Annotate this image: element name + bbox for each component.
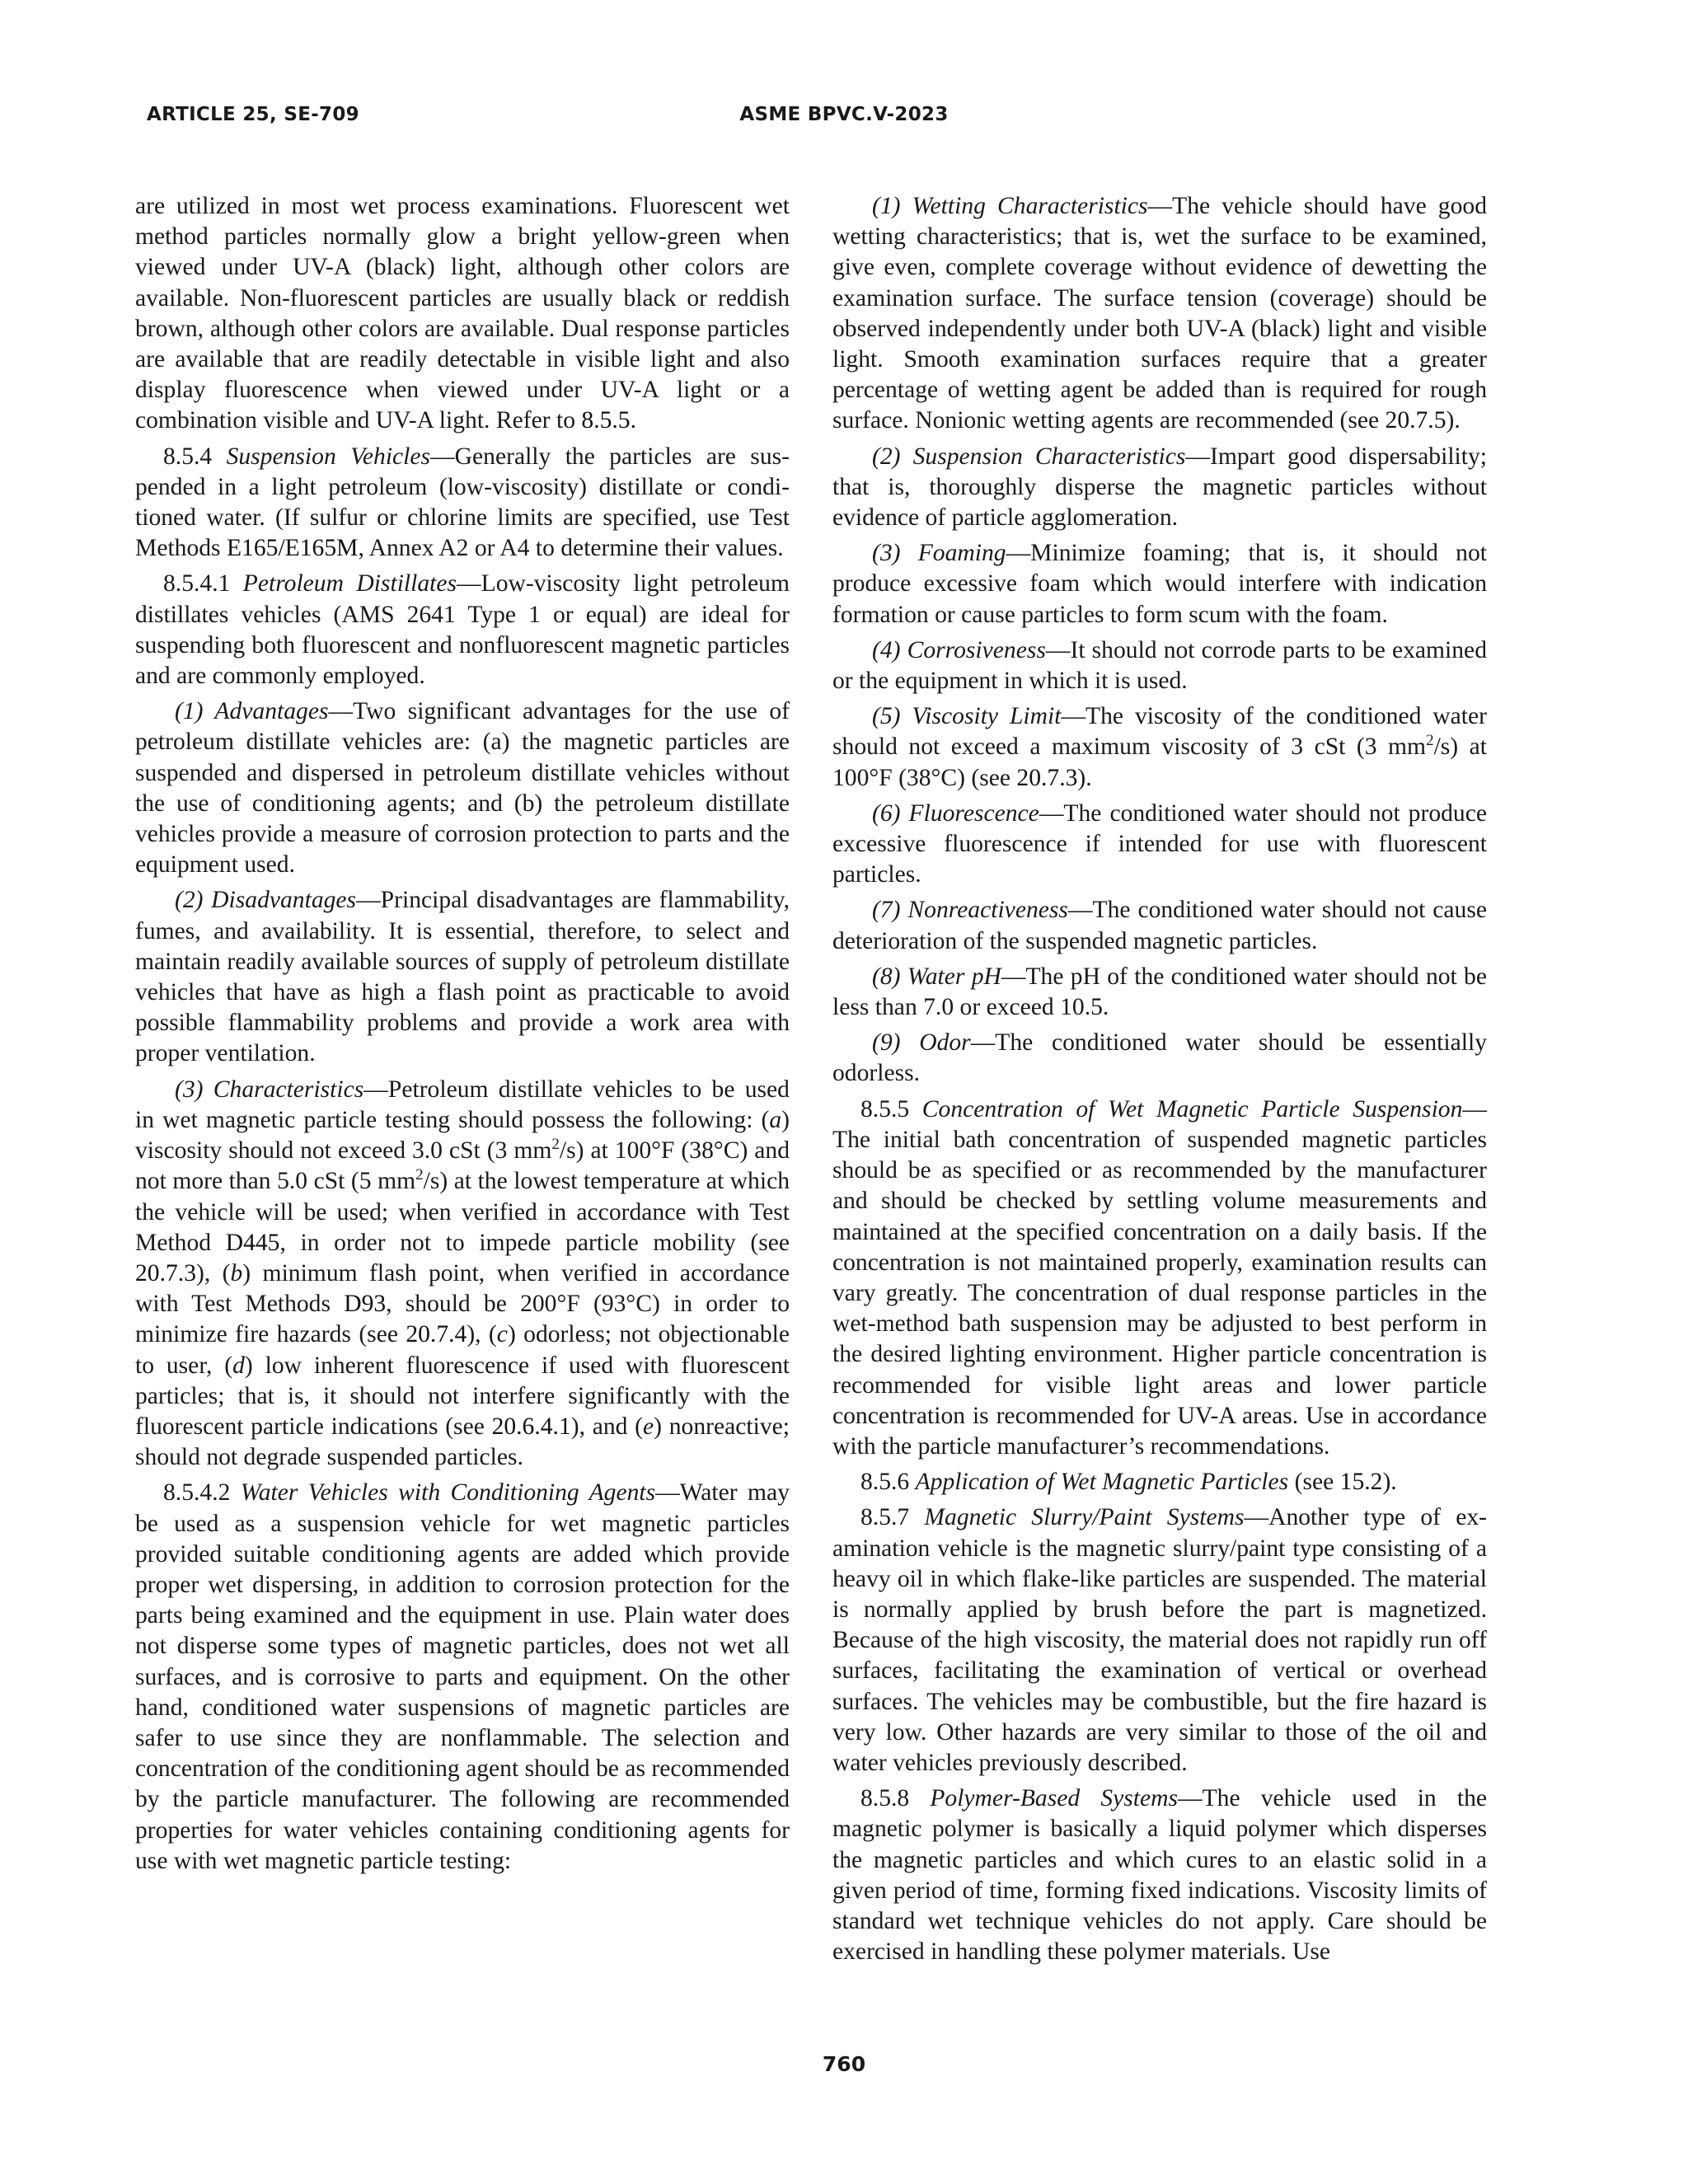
- item-wetting: (1) Wetting Characteristics—The vehicle should have good wetting characteristics; that is, wet the surface to be examined, give even, complete coverage without evidence of dewetting the examination surface. The surface tension (coverage) should be observed independently under both UV-A (black) light and visible light. Smooth examination surfaces require that a greater percentage of wetting agent be added than is required for rough surface. Nonionic wetting agents are recommended (see 20.7.5).: [832, 193, 1487, 434]
- item-title: (7) Nonreactiveness: [872, 897, 1068, 924]
- item-title: (5) Viscosity Limit: [872, 703, 1062, 730]
- cross-reference-link[interactable]: 20.7.3: [135, 1259, 196, 1286]
- item-title: (6) Fluorescence: [872, 799, 1039, 827]
- cross-reference-link[interactable]: D445: [225, 1229, 280, 1256]
- section-number: 8.5.4.1: [163, 570, 231, 598]
- item-title: (3) Characteristics: [175, 1076, 364, 1103]
- section-8-5-5: 8.5.5 Concentration of Wet Magnetic Particle Suspension— The initial bath concentration of suspended magnetic particles should be as specified or as recommended by the manufacturer and should be checked by settling volume measurements and maintained at the specified concentration on a daily basis. If the concentration is not maintained properly, examination results can vary greatly. The concentration of dual response particles in the wet-method bath suspension may be adjusted to best perform in the desired lighting environment. Higher particle concentration is recommended for visible light areas and lower particle concentration is recommended for UV-A areas. Use in accordance with the particle manufacturer’s recommendations.: [832, 1095, 1487, 1460]
- section-8-5-4: 8.5.4 Suspension Vehicles—Generally the particles are suspended in a light petroleum (low-viscosity) distillate or conditioned water. (If sulfur or chlorine limits are specified, use Test Methods E165/E165M, Annex A2 or A4 to determine their values.: [135, 443, 790, 562]
- item-water-ph: (8) Water pH—The pH of the conditioned water should not be less than 7.0 or exceed 10.5.: [832, 963, 1487, 1021]
- section-8-5-4-1: 8.5.4.1 Petroleum Distillates—Low-viscosity light petroleum distillates vehicles (AMS 2641 Type 1 or equal) are ideal for suspending both fluorescent and nonfluorescent magnetic particles and are commonly employed.: [135, 570, 790, 690]
- section-title: Magnetic Slurry/Paint Systems: [924, 1504, 1245, 1531]
- left-column: [135, 191, 790, 1882]
- cross-reference-link[interactable]: 20.6.4.1: [491, 1413, 571, 1440]
- item-corrosiveness: (4) Corrosiveness—It should not corrode parts to be examined or the equipment in which it is used.: [832, 636, 1487, 695]
- item-title: (1) Advantages: [175, 698, 329, 725]
- item-foaming: (3) Foaming—Minimize foaming; that is, it should not produce excessive foam which would interfere with indication formation or cause particles to form scum with the foam.: [832, 540, 1487, 628]
- item-title: (2) Suspension Characteristics: [872, 443, 1186, 470]
- cross-reference-link[interactable]: 20.7.5: [1385, 407, 1447, 434]
- section-title: Polymer-Based Systems: [930, 1785, 1178, 1812]
- running-header-article: ARTICLE 25, SE-709: [147, 104, 359, 125]
- page-number: 760: [822, 2052, 866, 2076]
- item-title: (1) Wetting Characteristics: [872, 193, 1148, 219]
- item-title: (8) Water pH: [872, 963, 1001, 990]
- item-odor: (9) Odor—The conditioned water should be essentially odorless.: [832, 1029, 1487, 1087]
- item-title: (4) Corrosiveness: [872, 636, 1046, 663]
- item-title: (2) Disadvantages: [175, 887, 357, 914]
- section-number: 8.5.4.2: [163, 1479, 231, 1507]
- section-title: Petroleum Distillates: [242, 570, 457, 598]
- running-header-code: ASME BPVC.V-2023: [739, 104, 949, 125]
- cross-reference-link[interactable]: 8.5.5: [581, 407, 631, 434]
- paragraph-continued: are utilized in most wet process examinations. Fluorescent wet method particles normally glow a bright yellow-green when viewed under UV-A (black) light, although other colors are available. Non-fluorescent particles are usually black or reddish brown, although other colors are available. Dual response particles are available that are readily detectable in visible light and also display fluorescence when viewed under UV-A light or a combination visible and UV-A light. Refer to 8.5.5.: [135, 193, 790, 434]
- section-title: Suspension Vehicles: [226, 443, 431, 470]
- section-number: 8.5.8: [860, 1785, 910, 1812]
- section-number: 8.5.5: [860, 1095, 910, 1122]
- right-column: [832, 191, 1487, 1972]
- item-suspension: (2) Suspension Characteristics—Impart good dispersability; that is, thoroughly disperse the magnetic particles without evidence of particle agglomeration.: [832, 443, 1488, 532]
- item-fluorescence: (6) Fluorescence—The conditioned water should not produce excessive fluorescence if intended for use with fluorescent particles.: [832, 799, 1487, 888]
- item-nonreactiveness: (7) Nonreactiveness—The conditioned water should not cause deterioration of the suspended magnetic particles.: [832, 897, 1487, 954]
- section-8-5-7: 8.5.7 Magnetic Slurry/Paint Systems—Another type of examination vehicle is the magnetic slurry/paint type consisting of a heavy oil in which flake-like particles are suspended. The material is normally applied by brush before the part is magnetized. Because of the high viscosity, the material does not rapidly run off surfaces, facilitating the examination of vertical or overhead surfaces. The vehicles may be combustible, but the fire hazard is very low. Other hazards are very similar to those of the oil and water vehicles previously described.: [832, 1504, 1487, 1776]
- item-title: (9) Odor: [872, 1029, 971, 1057]
- cross-reference-link[interactable]: 20.7.3: [1016, 764, 1078, 791]
- item-title: (3) Foaming: [872, 540, 1006, 567]
- cross-reference-link[interactable]: 20.7.4: [406, 1321, 467, 1348]
- cross-reference-link[interactable]: E165/E165M: [226, 535, 359, 562]
- section-number: 8.5.6: [860, 1469, 910, 1496]
- section-title: Water Vehicles with Conditioning Agents: [240, 1479, 656, 1507]
- item-characteristics: (3) Characteristics—Petroleum distillate vehicles to be used in wet magnetic particle testing should possess the following: (a) viscosity should not exceed 3.0 cSt (3 $mm^2/s$) at 100°F (38°C) and not more than 5.0 cSt (5 $mm^2/s$) at the lowest temperature at which the vehicle will be used; when verified in accordance with Test Method D445, in order not to impede particle mobility (see 20.7.3), (b) minimum flash point, when verified in accordance with Test Methods D93, should be 200°F (93°C) in order to minimize fire hazards (see 20.7.4), (c) odorless; not objectionable to user, (d) low inherent fluorescence if used with fluorescent particles; that is, it should not interfere significantly with the fluorescent particle indications (see 20.6.4.1), and (e) nonreactive; should not degrade suspended particles.: [135, 1076, 790, 1471]
- item-disadvantages: (2) Disadvantages—Principal disadvantages are flammability, fumes, and availability. It is essential, therefore, to select and maintain readily available sources of supply of petroleum distillate vehicles that have as high a flash point as practicable to avoid possible flammability problems and provide a work area with proper ventilation.: [135, 887, 790, 1067]
- section-title: Concentration of Wet Magnetic Particle Suspension: [921, 1095, 1463, 1122]
- cross-reference-link[interactable]: 15.2: [1339, 1469, 1383, 1496]
- section-number: 8.5.7: [860, 1504, 910, 1531]
- section-8-5-4-2: 8.5.4.2 Water Vehicles with Conditioning Agents—Water may be used as a suspension vehicle for wet magnetic particles provided suitable conditioning agents are added which provide proper wet dispersing, in addition to corrosion protection for the parts being examined and the equipment in use. Plain water does not disperse some types of magnetic particles, does not wet all surfaces, and is corrosive to parts and equipment. On the other hand, conditioned water suspensions of magnetic particles are safer to use since they are nonflammable. The selection and concentration of the conditioning agent should be as recommended by the particle manufacturer. The following are recommended properties for water vehicles containing conditioning agents for use with wet magnetic particle testing:: [135, 1479, 790, 1874]
- cross-reference-link[interactable]: D93: [344, 1291, 387, 1318]
- section-8-5-6: 8.5.6 Application of Wet Magnetic Particles (see 15.2).: [860, 1469, 1397, 1496]
- item-advantages: (1) Advantages—Two significant advantages for the use of petroleum distillate vehicles are: (a) the magnetic particles are suspended and dispersed in petroleum distillate vehicles without the use of conditioning agents; and (b) the petroleum distillate vehicles provide a measure of corrosion protection to parts and the equipment used.: [135, 698, 790, 879]
- section-title: Application of Wet Magnetic Particles: [915, 1469, 1289, 1496]
- item-viscosity: (5) Viscosity Limit—The viscosity of the conditioned water should not exceed a maximum viscosity of 3 cSt (3 $mm^2/s$) at 100°F (38°C) (see 20.7.3).: [832, 703, 1487, 791]
- section-8-5-8: 8.5.8 Polymer-Based Systems—The vehicle used in the magnetic polymer is basically a liquid polymer which disperses the magnetic particles and which cures to an elastic solid in a given period of time, forming fixed indications. Viscosity limits of standard wet technique vehicles do not apply. Care should be exercised in handling these polymer materials. Use: [832, 1785, 1487, 1966]
- section-number: 8.5.4: [163, 443, 213, 470]
